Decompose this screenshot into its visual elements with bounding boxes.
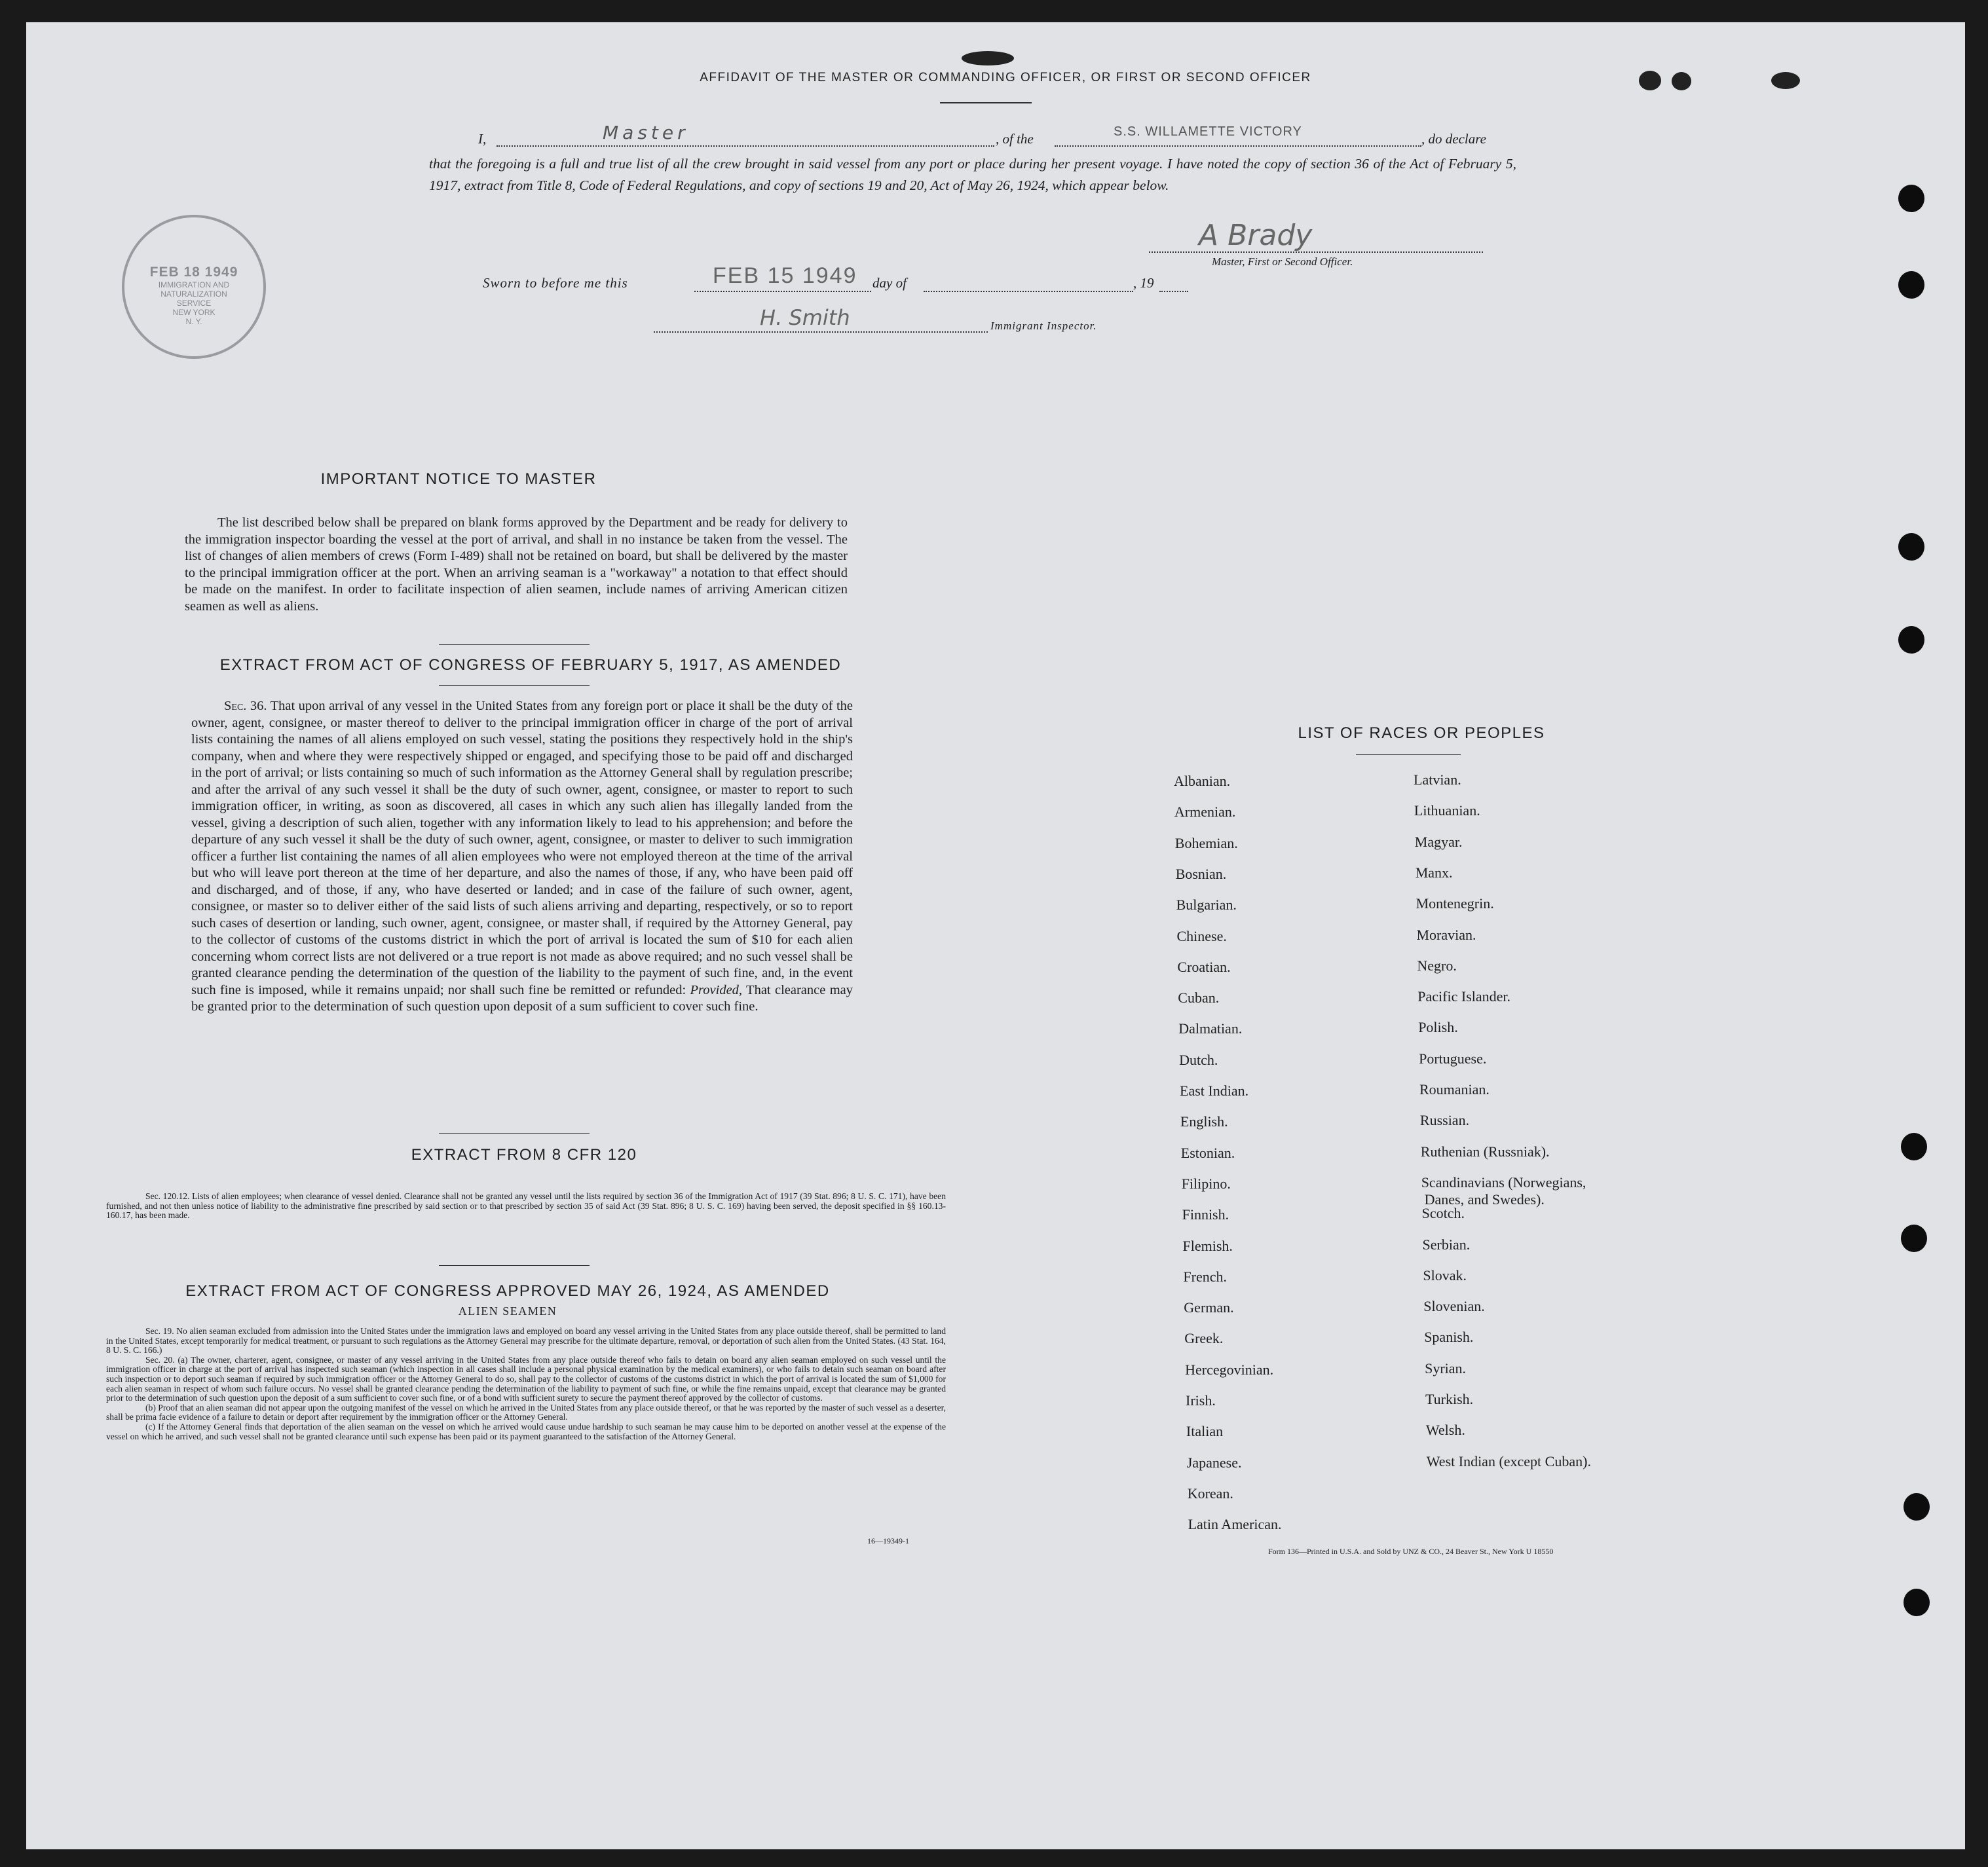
race-item: Welsh. (1425, 1422, 1465, 1439)
race-item: Armenian. (1174, 804, 1236, 821)
form-code: 16—19349-1 (867, 1536, 909, 1545)
punch-hole (1898, 626, 1924, 654)
immigration-stamp (122, 215, 266, 359)
stamp-line: IMMIGRATION AND (158, 280, 230, 289)
race-item: Dalmatian. (1178, 1020, 1243, 1037)
ink-blot (1771, 72, 1800, 89)
sec-20b-text: (b) Proof that an alien seaman did not appear upon the outgoing manifest of the vessel on which he arrived in the United States from any place outside thereof, or that he was reported by the master of such vessel as a deserter, shall be prima facie evidence of a failure to detain or deport after requirement by the immigration officer or the Attorney General. (106, 1402, 946, 1422)
sworn-date-stamp: FEB 15 1949 (713, 263, 857, 288)
race-item: Manx. (1415, 864, 1453, 881)
race-item: Russian. (1419, 1112, 1470, 1129)
month-blank (924, 291, 1133, 292)
race-item: Filipino. (1181, 1175, 1231, 1192)
year-label: , 19 (1133, 275, 1154, 291)
affidavit-title: AFFIDAVIT OF THE MASTER OR COMMANDING OFFICER, OR FIRST OR SECOND OFFICER (700, 71, 1311, 84)
inspector-caption: Immigrant Inspector. (990, 320, 1097, 332)
race-item: Japanese. (1186, 1454, 1242, 1471)
race-item: Albanian. (1174, 773, 1231, 789)
race-item: Slovak. (1423, 1266, 1467, 1284)
punch-hole (1898, 533, 1924, 561)
race-item: Polish. (1418, 1019, 1458, 1036)
declare-prefix: I, (478, 131, 487, 147)
race-item: West Indian (except Cuban). (1426, 1452, 1591, 1470)
race-item: Slovenian. (1423, 1298, 1485, 1315)
act-1917-title: EXTRACT FROM ACT OF CONGRESS OF FEBRUARY 5, 1917, AS AMENDED (219, 656, 842, 674)
race-item: Bohemian. (1174, 834, 1238, 851)
divider (439, 1133, 590, 1134)
race-item: Scotch. (1421, 1205, 1465, 1222)
race-item: Pacific Islander. (1417, 988, 1511, 1005)
race-item: German. (1184, 1299, 1234, 1316)
divider (439, 1265, 590, 1266)
stamp-date: FEB 18 1949 (149, 265, 238, 280)
stamp-line: NEW YORK (172, 308, 216, 317)
race-item: Greek. (1184, 1330, 1224, 1347)
master-signature: A Brady (1199, 219, 1313, 252)
printer-footer: Form 136—Printed in U.S.A. and Sold by UNZ & CO., 24 Beaver St., New York U 18550 (1268, 1547, 1554, 1556)
cfr-body: Sec. 120.12. Lists of alien employees; when clearance of vessel denied. Clearance shall not be granted any vessel until the lists required by section 36 of the Immigration Act of 1917 (39 Stat. 896; 8 U. S. C. 171), have been furnished, and not then unless notice of liability to the administrative fine prescribed by said section or to that prescribed by section 35 of said Act (39 Stat. 896; 8 U. S. C. 169) having been served, the deposit specified in §§ 160.13-160.17, has been made. (106, 1191, 946, 1221)
race-item: Moravian. (1416, 926, 1476, 943)
punch-hole (1898, 185, 1924, 212)
races-title: LIST OF RACES OR PEOPLES (1298, 724, 1545, 742)
race-item: Turkish. (1425, 1391, 1474, 1407)
race-item: Korean. (1187, 1485, 1233, 1502)
race-item: French. (1183, 1268, 1227, 1285)
divider (1356, 754, 1461, 755)
act-1917-body (191, 698, 853, 1016)
race-item: Danes, and Swedes). (1424, 1191, 1545, 1208)
stamp-line: N. Y. (185, 317, 202, 326)
notice-body: The list described below shall be prepared on blank forms approved by the Department and be ready for delivery to the immigration inspector boarding the vessel at the port of arrival, and shall in no instance be taken from the vessel. The list of changes of alien members of crews (Form I-489) shall not be retained on board, but shall be delivered by the master to the principal immigration officer at the port. When an arriving seaman is a "workaway" a notation to that effect should be made on the manifest. In order to facilitate inspection of alien seamen, include names of arriving American citizen seamen as well as aliens. (185, 515, 848, 614)
race-item: Ruthenian (Russniak). (1420, 1143, 1550, 1160)
of-the-label: , of the (996, 131, 1034, 147)
race-item: Scandinavians (Norwegians, (1421, 1174, 1586, 1191)
race-item: Latin American. (1188, 1516, 1282, 1533)
cfr-title: EXTRACT FROM 8 CFR 120 (411, 1146, 637, 1164)
race-item: Bosnian. (1175, 865, 1227, 882)
ink-blot (1639, 71, 1661, 90)
name-blank (497, 145, 994, 147)
race-item: Syrian. (1425, 1359, 1467, 1377)
punch-hole (1898, 271, 1924, 299)
race-item: Irish. (1186, 1392, 1216, 1409)
inspector-signature: H. Smith (760, 305, 850, 330)
day-of-label: day of (872, 275, 907, 291)
vessel-blank (1055, 145, 1421, 147)
document-page (26, 22, 1965, 1849)
race-item: Italian (1186, 1423, 1224, 1440)
act-1924-body (106, 1327, 946, 1441)
signature-caption: Master, First or Second Officer. (1212, 255, 1353, 268)
master-handwriting: Master (603, 122, 689, 143)
year-blank (1159, 291, 1188, 292)
inspector-line (654, 331, 988, 333)
declaration-line (478, 131, 486, 147)
divider (940, 102, 1032, 103)
sworn-label: Sworn to before me this (483, 275, 628, 291)
vessel-name-stamp: S.S. WILLAMETTE VICTORY (1114, 124, 1302, 139)
race-item: English. (1180, 1113, 1228, 1130)
notice-title: IMPORTANT NOTICE TO MASTER (320, 470, 597, 488)
race-item: Finnish. (1182, 1206, 1229, 1223)
punch-hole (1901, 1133, 1927, 1160)
divider (439, 644, 590, 645)
ink-blot (1672, 72, 1691, 90)
race-item: Montenegrin. (1416, 895, 1494, 912)
act-1924-title: EXTRACT FROM ACT OF CONGRESS APPROVED MAY 26, 1924, AS AMENDED (185, 1282, 830, 1300)
sec-20c-text: (c) If the Attorney General finds that deportation of the alien seaman on the vessel on which he arrived would cause undue hardship to such seaman he may cause him to be deported on another vessel at the expense of the vessel on which he arrived, and such vessel shall not be granted clearance until such expense has been paid or its payment guaranteed to the satisfaction of the Attorney General. (106, 1421, 946, 1441)
affidavit-body: that the foregoing is a full and true list of all the crew brought in said vessel from any port or place during her present voyage. I have noted the copy of section 36 of the Act of February 5, 1917, extract from Title 8, Code of Federal Regulations, and copy of sections 19 and 20, Act of May 26, 1924, which appear below. (429, 156, 1516, 193)
race-item: Bulgarian. (1176, 897, 1237, 914)
race-item: Portuguese. (1419, 1050, 1487, 1067)
section-text: That upon arrival of any vessel in the United States from any foreign port or place it shall be the duty of the owner, agent, consignee, or master thereof to deliver to the principal immigration officer in charge of the port of arrival lists containing the names of all aliens employed on such vessel, stating the positions they respectively hold in the ship's company, when and where they were respectively shipped or engaged, and specifying those to be paid off and discharged in the port of arrival; or lists containing so much of such information as the Attorney General shall by regulation prescribe; and after the arrival of any such vessel it shall be the duty of such owner, agent, consignee, or master to report to such immigration officer, in writing, as soon as discovered, all cases in which any such alien has illegally landed from the vessel, giving a description of such alien, together with any information likely to lead to his apprehension; and before the departure of any such vessel it shall be the duty of such owner, agent, consignee, or master to deliver to such immigration officer a further list containing the names of all alien employees who were not employed thereon at the time of the arrival but who will leave port thereon at the time of her departure, and also the names of those, if any, who have been paid off and discharged, and of those, if any, who have deserted or landed; and in case of the failure of such owner, agent, consignee, or master so to deliver either of the said lists of such aliens arriving and departing, respectively, or so to report such cases of desertion or landing, such owner, agent, consignee, or master shall, if required by the Attorney General, pay to the collector of customs of the customs district in which the port of arrival is located the sum of $10 for each alien concerning whom correct lists are not delivered or a true report is not made as above required; and no such vessel shall be granted clearance pending the determination of the question of the liability to the payment of such fine, and, in the event such fine is imposed, while it remains unpaid; nor shall such fine be remitted or refunded: (191, 699, 853, 997)
race-item: Croatian. (1177, 958, 1231, 975)
proviso-text: That clearance may be granted prior to the determination of such question upon deposit of a sum sufficient to cover such fine. (191, 982, 853, 1014)
sworn-date-blank (694, 291, 871, 292)
stamp-line: SERVICE (176, 299, 212, 308)
sec-20a-text: Sec. 20. (a) The owner, charterer, agent, consignee, or master of any vessel arriving in the United States from any place outside thereof who fails to detain on board any alien seaman employed on such vessel until the immigration officer in charge at the port of arrival has inspected such seaman (which inspection in all cases shall include a personal physical examination by the medical examiners), or who fails to detain such seaman on board after such inspection or to deport such seaman if required by such immigration officer or the Attorney General to do so, shall pay to the collector of customs of the customs district in which the port of arrival is located the sum of $1,000 for each alien seaman in respect of whom such failure occurs. No vessel shall be granted clearance pending the determination of the liability to payment of such fine, or while the fine remains unpaid, except that clearance may be granted prior to the determination of such question upon the deposit of a sum sufficient to cover such fine, or of a bond with sufficient surety to secure the payment thereof approved by the collector of customs. (106, 1354, 946, 1403)
race-item: Magyar. (1414, 833, 1463, 850)
race-item: Roumanian. (1419, 1081, 1490, 1098)
race-item: Cuban. (1178, 989, 1220, 1007)
race-item: Serbian. (1422, 1236, 1471, 1253)
punch-hole (1904, 1493, 1930, 1521)
ink-blot (962, 51, 1014, 65)
do-declare-label: , do declare (1421, 131, 1486, 147)
section-label: Sec. 36. (224, 699, 267, 713)
race-item: Negro. (1417, 957, 1457, 974)
race-item: Hercegovinian. (1185, 1361, 1274, 1378)
race-item: Dutch. (1179, 1051, 1218, 1068)
act-1924-subtitle: ALIEN SEAMEN (458, 1304, 557, 1318)
punch-hole (1901, 1225, 1927, 1252)
punch-hole (1904, 1589, 1930, 1616)
race-item: Spanish. (1424, 1329, 1474, 1346)
race-item: Latvian. (1414, 771, 1461, 788)
sec-19-text: Sec. 19. No alien seaman excluded from admission into the United States under the immigration laws and employed on board any vessel arriving in the United States from any place outside thereof, shall be permitted to land in the United States, except temporarily for medical treatment, or pursuant to such regulations as the Attorney General may prescribe for the ultimate departure, removal, or deportation of such alien from the United States. (43 Stat. 164, 8 U. S. C. 166.) (106, 1326, 946, 1356)
stamp-line: NATURALIZATION (160, 289, 227, 299)
race-item: Estonian. (1180, 1144, 1235, 1161)
race-item: Chinese. (1176, 927, 1227, 944)
proviso-label: Provided, (690, 982, 743, 997)
race-item: East Indian. (1180, 1082, 1249, 1099)
race-item: Flemish. (1182, 1237, 1233, 1254)
divider (439, 685, 590, 686)
race-item: Lithuanian. (1414, 802, 1480, 819)
